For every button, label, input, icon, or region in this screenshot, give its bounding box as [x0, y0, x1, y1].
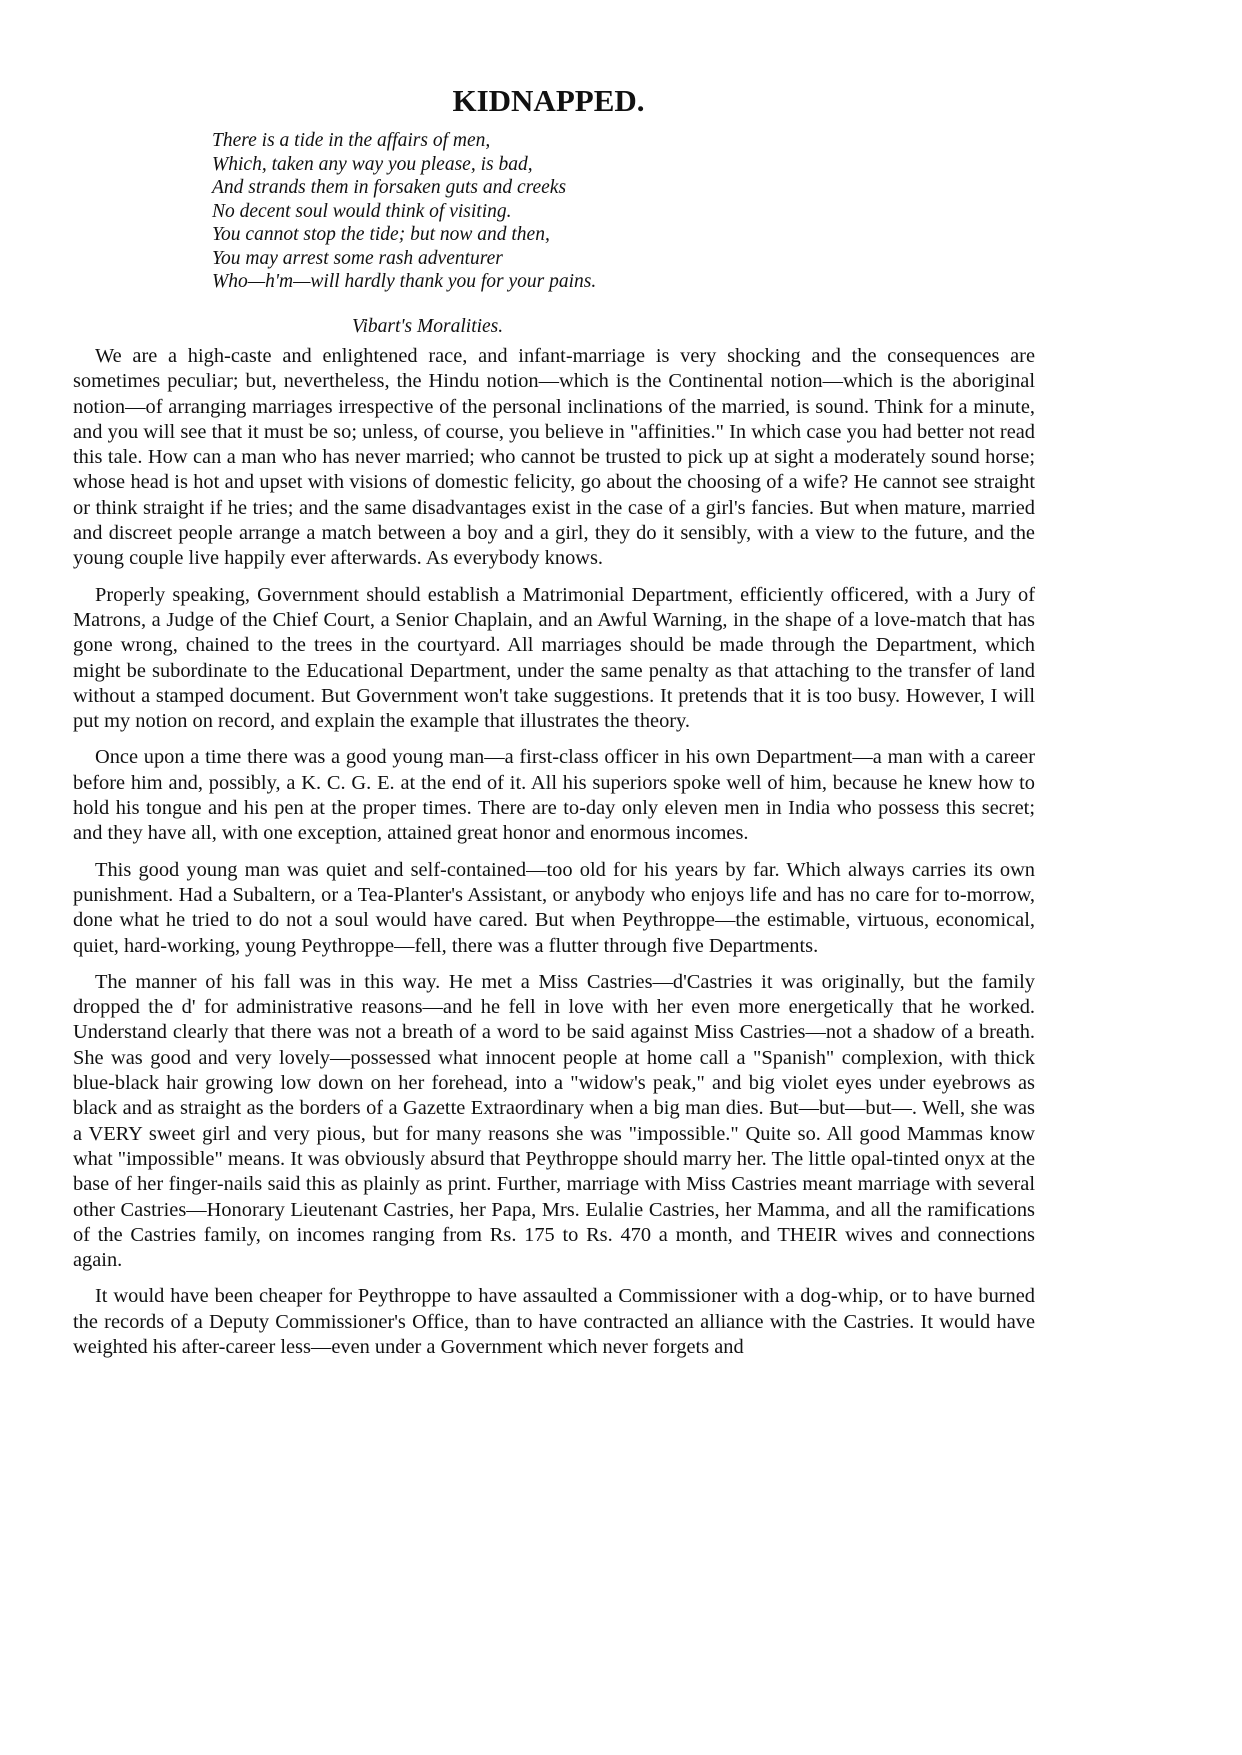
paragraph: This good young man was quiet and self-contained—too old for his years by far. Which always carries its own punishment. Had a Subaltern, or a Tea-Planter's Assistant, or anybody who enjoys life and has no care for to-morrow, done what he tried to do not a soul would have cared. But when Peythroppe—the estimable, virtuous, economical, quiet, hard-working, young Peythroppe—fell, there was a flutter through five Departments.	[73, 858, 1035, 957]
epigraph-line: You cannot stop the tide; but now and then,	[212, 224, 550, 245]
epigraph	[212, 129, 596, 294]
paragraph: We are a high-caste and enlightened race, and infant-marriage is very shocking and the consequences are sometimes peculiar; but, nevertheless, the Hindu notion—which is the Continental notion—which is the aboriginal notion—of arranging marriages irrespective of the personal inclinations of the married, is sound. Think for a minute, and you will see that it must be so; unless, of course, you believe in "affinities." In which case you had better not read this tale. How can a man who has never married; who cannot be trusted to pick up at sight a moderately sound horse; whose head is hot and upset with visions of domestic felicity, go about the choosing of a wife? He cannot see straight or think straight if he tries; and the same disadvantages exist in the case of a girl's fancies. But when mature, married and discreet people arrange a match between a boy and a girl, they do it sensibly, with a view to the future, and the young couple live happily ever afterwards. As everybody knows.	[73, 345, 1035, 570]
body-text	[73, 344, 1035, 1371]
epigraph-attribution: Vibart's Moralities.	[352, 316, 504, 337]
paragraph: Once upon a time there was a good young man—a first-class officer in his own Department—a man with a career before him and, possibly, a K. C. G. E. at the end of it. All his superiors spoke well of him, because he knew how to hold his tongue and his pen at the proper times. There are to-day only eleven men in India who possess this secret; and they have all, with one exception, attained great honor and enormous incomes.	[73, 746, 1035, 845]
epigraph-line: There is a tide in the affairs of men,	[212, 130, 491, 151]
paragraph: The manner of his fall was in this way. He met a Miss Castries—d'Castries it was originally, but the family dropped the d' for administrative reasons—and he fell in love with her even more energetically that he worked. Understand clearly that there was not a breath of a word to be said against Miss Castries—not a shadow of a breath. She was good and very lovely—possessed what innocent people at home call a "Spanish" complexion, with thick blue-black hair growing low down on her forehead, into a "widow's peak," and big violet eyes under eyebrows as black and as straight as the borders of a Gazette Extraordinary when a big man dies. But—but—but—. Well, she was a VERY sweet girl and very pious, but for many reasons she was "impossible." Quite so. All good Mammas know what "impossible" means. It was obviously absurd that Peythroppe should marry her. The little opal-tinted onyx at the base of her finger-nails said this as plainly as print. Further, marriage with Miss Castries meant marriage with several other Castries—Honorary Lieutenant Castries, her Papa, Mrs. Eulalie Castries, her Mamma, and all the ramifications of the Castries family, on incomes ranging from Rs. 175 to Rs. 470 a month, and THEIR wives and connections again.	[73, 970, 1035, 1272]
chapter-title: KIDNAPPED.	[452, 83, 645, 118]
epigraph-line: No decent soul would think of visiting.	[212, 200, 512, 222]
epigraph-line: Which, taken any way you please, is bad,	[212, 153, 533, 175]
epigraph-line: You may arrest some rash adventurer	[212, 247, 503, 269]
epigraph-line: And strands them in forsaken guts and creeks	[212, 177, 567, 198]
paragraph: It would have been cheaper for Peythroppe to have assaulted a Commissioner with a dog-whip, or to have burned the records of a Deputy Commissioner's Office, than to have contracted an alliance with the Castries. It would have weighted his after-career less—even under a Government which never forgets and	[73, 1285, 1035, 1358]
epigraph-line: Who—h'm—will hardly thank you for your pains.	[212, 271, 597, 292]
paragraph: Properly speaking, Government should establish a Matrimonial Department, efficiently officered, with a Jury of Matrons, a Judge of the Chief Court, a Senior Chaplain, and an Awful Warning, in the shape of a love-match that has gone wrong, chained to the trees in the courtyard. All marriages should be made through the Department, which might be subordinate to the Educational Department, under the same penalty as that attaching to the transfer of land without a stamped document. But Government won't take suggestions. It pretends that it is too busy. However, I will put my notion on record, and explain the example that illustrates the theory.	[73, 583, 1035, 733]
